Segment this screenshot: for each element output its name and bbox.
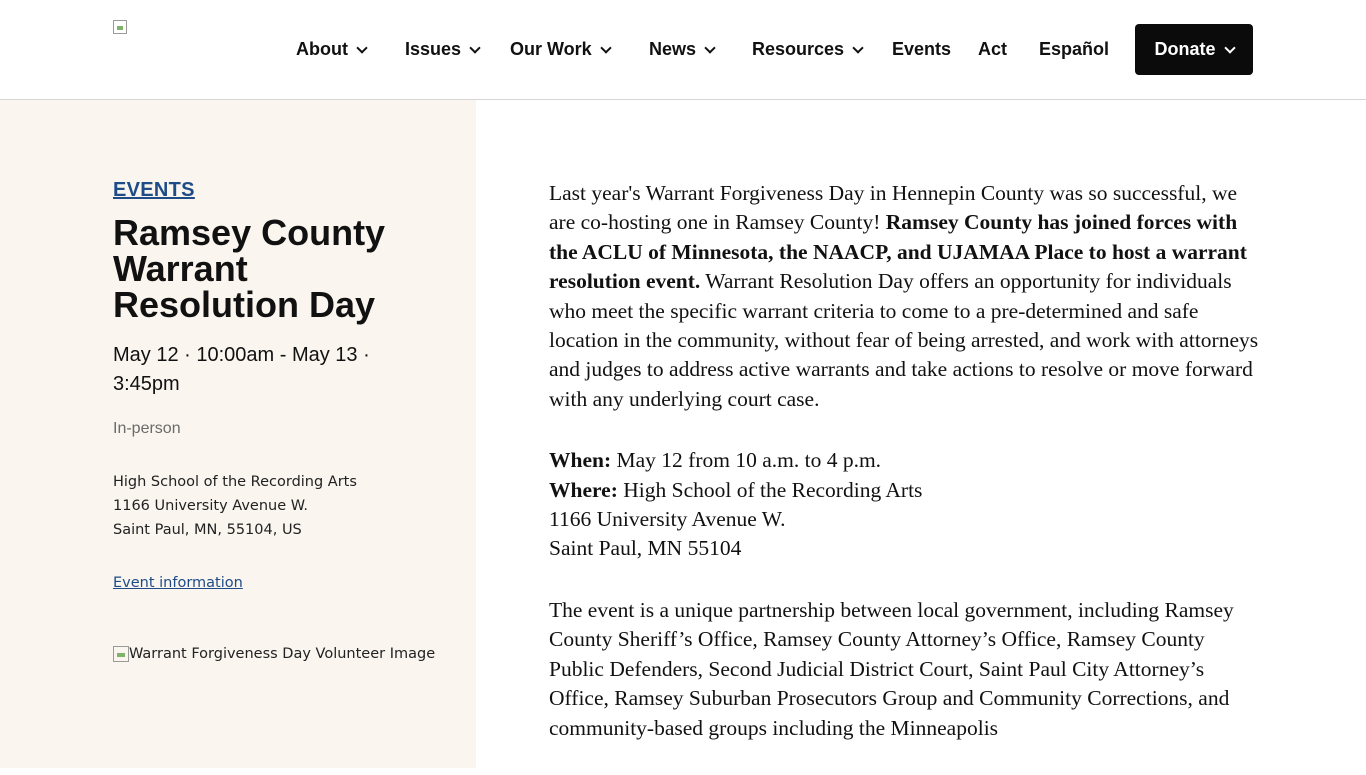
intro-text-cont: Warrant Resolution Day offers an opportunity for individuals who meet the specific warrant criteria to come to a pre-determined and safe location in the community, without fear of being arrested, and work with attorneys and judges to address active warrants and take actions to resolve or move forward with any underlying court case. — [549, 269, 1259, 411]
event-information-link[interactable]: Event information — [113, 575, 243, 591]
event-mode: In-person — [113, 420, 181, 437]
nav-our-work[interactable] — [510, 24, 610, 75]
chevron-down-icon — [356, 42, 367, 53]
partners-paragraph: The event is a unique partnership between local government, including Ramsey County Sheriff’s Office, Ramsey County Attorney’s Office, Ramsey County Public Defenders, Second Judicial District Court, Saint Paul City Attorney’s Office, Ramsey Suburban Prosecutors Group and Community Corrections, and community-based groups including the Minneapolis — [549, 597, 1234, 740]
broken-image-icon — [113, 646, 129, 662]
intro-paragraph — [549, 179, 1259, 414]
donate-button[interactable] — [1135, 24, 1253, 75]
nav-events[interactable] — [892, 24, 951, 75]
nav-label: Issues — [405, 39, 462, 59]
chevron-down-icon — [1224, 42, 1235, 53]
events-category-link[interactable]: EVENTS — [113, 179, 195, 201]
when-label: When: — [549, 448, 612, 473]
event-details — [549, 446, 1259, 564]
event-address — [113, 470, 357, 542]
site-header — [0, 0, 1366, 100]
nav-resources[interactable] — [752, 24, 862, 75]
main-nav — [0, 24, 1366, 75]
when-value: May 12 from 10 a.m. to 4 p.m. — [611, 448, 882, 473]
where-label: Where: — [549, 477, 618, 502]
nav-label: Events — [892, 39, 952, 59]
image-alt-text: Warrant Forgiveness Day Volunteer Image — [129, 646, 436, 662]
event-sidebar — [0, 100, 476, 768]
chevron-down-icon — [704, 42, 715, 53]
where-city: Saint Paul, MN 55104 — [549, 536, 742, 561]
chevron-down-icon — [852, 42, 863, 53]
donate-label: Donate — [1154, 39, 1216, 59]
event-date: May 12 · 10:00am - May 13 · 3:45pm — [113, 344, 370, 395]
address-venue: High School of the Recording Arts — [113, 474, 357, 490]
nav-label: Español — [1039, 39, 1110, 59]
where-value: High School of the Recording Arts — [617, 477, 923, 502]
event-image — [113, 646, 435, 662]
address-city: Saint Paul, MN, 55104, US — [113, 522, 302, 538]
nav-espanol[interactable] — [1039, 24, 1109, 75]
nav-act[interactable] — [978, 24, 1007, 75]
nav-label: News — [649, 39, 697, 59]
event-description — [549, 179, 1259, 775]
nav-about[interactable] — [296, 24, 366, 75]
address-street: 1166 University Avenue W. — [113, 498, 309, 514]
nav-label: About — [296, 39, 348, 59]
intro-bold-text: Ramsey County has joined forces with the ACLU of Minnesota, the NAACP, and UJAMAA Place to host a warrant resolution event. — [549, 210, 1247, 294]
nav-issues[interactable] — [405, 24, 479, 75]
page-title: Ramsey County Warrant Resolution Day — [113, 212, 386, 325]
intro-text: Last year's Warrant Forgiveness Day in Hennepin County was so successful, we are co-hosting one in Ramsey County! — [549, 181, 1238, 235]
nav-label: Resources — [752, 39, 845, 59]
nav-label: Our Work — [510, 39, 592, 59]
nav-label: Act — [978, 39, 1008, 59]
chevron-down-icon — [600, 42, 611, 53]
where-street: 1166 University Avenue W. — [549, 507, 786, 532]
nav-news[interactable] — [649, 24, 714, 75]
chevron-down-icon — [469, 42, 480, 53]
